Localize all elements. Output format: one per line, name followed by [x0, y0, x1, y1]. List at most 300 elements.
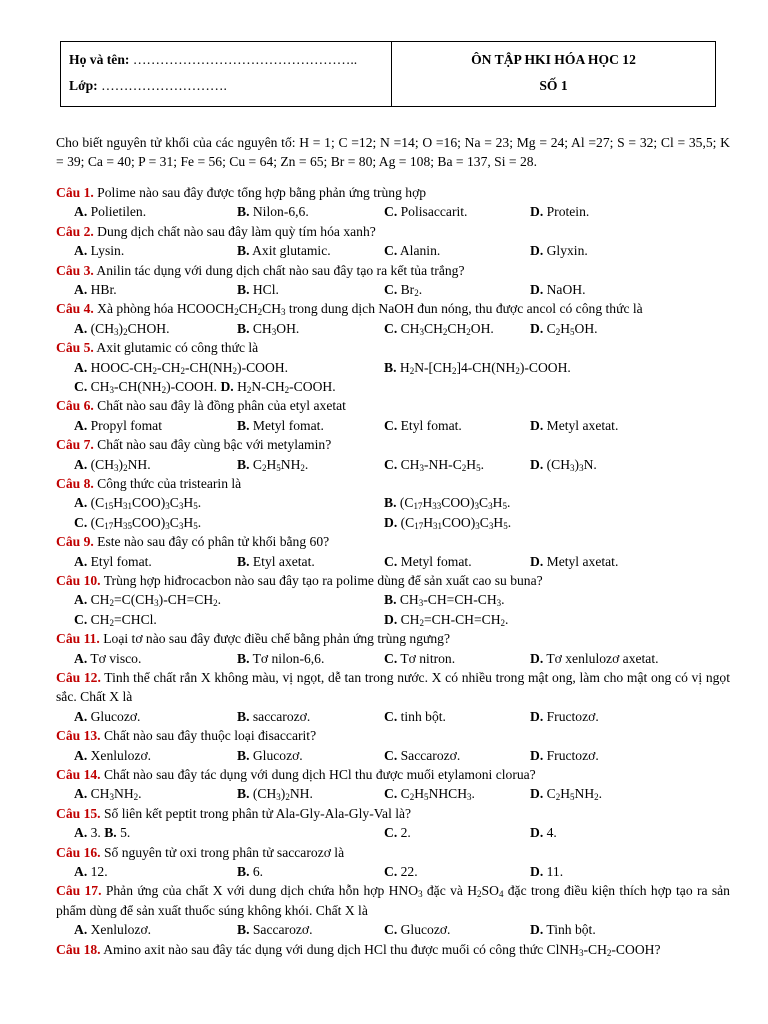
- question-text: [56, 338, 730, 357]
- option-text: tinh bột.: [397, 708, 446, 724]
- options-row: [56, 202, 730, 221]
- option-c: [384, 455, 484, 474]
- option-letter: A.: [74, 825, 88, 841]
- option-c: [384, 862, 418, 881]
- option-a: [74, 358, 288, 377]
- question-text: [56, 474, 730, 493]
- option-text: $C_2H_5NHCH_3$.: [397, 786, 475, 803]
- option-a: [74, 862, 108, 881]
- option-a: [74, 920, 151, 939]
- option-letter: C.: [384, 922, 398, 938]
- class-row: [69, 76, 383, 102]
- question-text: [56, 183, 730, 202]
- option-letter: D.: [530, 922, 544, 938]
- question-stem: Polime nào sau đây được tổng hợp bằng phản ứng trùng hợp: [93, 185, 427, 200]
- question-stem: Loại tơ nào sau đây được điều chế bằng phản ứng trùng ngưng?: [99, 631, 451, 647]
- question-text: [56, 765, 730, 784]
- option-a: [74, 590, 221, 609]
- option-text: $(C_{17}H_{33}COO)_3C_3H_5$.: [396, 495, 511, 512]
- option-text: Saccarozơ.: [249, 922, 313, 938]
- option-text: HCl.: [249, 282, 279, 297]
- option-text: HOOC-$CH_2-CH_2-CH(NH_2)$-COOH.: [87, 359, 289, 376]
- option-letter: A.: [74, 747, 88, 763]
- option-text: Saccarozơ.: [397, 747, 461, 763]
- question-label: Câu 6.: [56, 398, 94, 414]
- option-text: Etyl axetat.: [249, 553, 315, 569]
- option-c: [384, 784, 475, 803]
- option-a: [74, 784, 142, 803]
- option-c: [384, 823, 411, 842]
- option-letter: A.: [74, 320, 88, 336]
- option-letter: A.: [74, 592, 88, 608]
- option-d: [530, 707, 599, 726]
- option-text: Metyl axetat.: [543, 553, 619, 569]
- option-d: [530, 862, 563, 881]
- options-row: [56, 377, 730, 396]
- question-7: [56, 435, 730, 474]
- option-a: [74, 202, 146, 221]
- question-label: Câu 15.: [56, 805, 101, 821]
- option-letter: C.: [384, 243, 398, 259]
- question-text: [56, 726, 730, 745]
- question-15: [56, 804, 730, 843]
- option-text: Metyl fomat.: [249, 417, 324, 433]
- option-letter: D.: [530, 650, 544, 666]
- option-text: $C_2H_5NH_2$.: [249, 456, 309, 473]
- option-text: Polisaccarit.: [397, 204, 468, 220]
- option-a: [74, 455, 151, 474]
- option-d: [530, 784, 602, 803]
- option-b: [237, 920, 313, 939]
- option-text: Tơ nitron.: [397, 650, 456, 666]
- option-d: [530, 455, 597, 474]
- options-row: [56, 920, 730, 939]
- option-text: Propyl fomat: [87, 417, 162, 433]
- option-text: $H_2N-[CH_2]4-CH(NH_2)$-COOH.: [396, 359, 571, 376]
- option-c: [384, 280, 422, 299]
- option-letter: A.: [74, 553, 88, 569]
- option-letter: D.: [530, 825, 544, 841]
- question-label: Câu 8.: [56, 475, 94, 491]
- option-a-b: [74, 823, 130, 842]
- option-letter: A.: [74, 708, 88, 724]
- option-b: [237, 746, 303, 765]
- question-2: [56, 222, 730, 261]
- option-a: [74, 746, 151, 765]
- question-10: [56, 571, 730, 629]
- option-text: Protein.: [543, 204, 590, 220]
- option-letter: B.: [100, 825, 117, 841]
- option-b: [237, 649, 324, 668]
- option-d: [530, 319, 598, 338]
- option-letter: B.: [237, 786, 250, 802]
- question-17: [56, 881, 730, 939]
- option-text: Lysin.: [87, 243, 125, 259]
- option-text: Glucozơ.: [397, 922, 451, 938]
- question-stem: Tinh thể chất rắn X không màu, vị ngọt, dễ tan trong nước. X có nhiều trong mật ong, làm cho mật ong có vị ngọt sắc. Chất X là: [56, 669, 730, 705]
- option-text: Glucozơ.: [249, 747, 303, 763]
- options-row: [56, 455, 730, 474]
- option-letter: D.: [530, 786, 544, 802]
- question-14: [56, 765, 730, 804]
- option-letter: D.: [530, 417, 544, 433]
- option-a: [74, 552, 152, 571]
- class-dots: ……………………….: [101, 78, 227, 93]
- option-letter: B.: [237, 243, 250, 259]
- question-label: Câu 9.: [56, 534, 94, 550]
- option-d: [530, 823, 557, 842]
- option-b: [237, 455, 308, 474]
- options-row: [56, 241, 730, 260]
- option-text: Nilon-6,6.: [249, 204, 309, 220]
- option-text: 6.: [249, 863, 264, 879]
- class-label: Lớp:: [69, 78, 98, 93]
- option-text: $CH_3-NH-C_2H_5$.: [397, 456, 485, 473]
- option-letter: C.: [74, 378, 88, 394]
- question-text: [56, 629, 730, 648]
- option-b: [237, 784, 313, 803]
- option-text: Xenlulozơ.: [87, 922, 152, 938]
- option-b: [237, 552, 315, 571]
- question-label: Câu 12.: [56, 669, 101, 685]
- question-stem: Công thức của tristearin là: [93, 475, 242, 491]
- option-letter: D.: [530, 863, 544, 879]
- option-b: [384, 590, 505, 609]
- option-letter: D.: [530, 456, 544, 472]
- student-info: [61, 42, 392, 106]
- option-letter: D.: [530, 282, 544, 297]
- question-stem: Amino axit nào sau đây tác dụng với dung dịch HCl thu được muối có công thức $ClNH_3-CH_2$-COOH?: [100, 941, 661, 958]
- option-text: $CH_3OH$.: [249, 320, 300, 337]
- option-letter: A.: [74, 417, 88, 433]
- options-row: [56, 610, 730, 629]
- option-letter: C.: [384, 320, 398, 336]
- options-row: [56, 358, 730, 377]
- option-text: $(C_{17}H_{31}COO)_3C_3H_5$.: [397, 514, 512, 531]
- question-label: Câu 16.: [56, 844, 101, 860]
- option-d: [384, 513, 511, 532]
- question-text: [56, 299, 730, 318]
- option-text: $CH_3-CH(NH_2)$-COOH.: [87, 378, 218, 395]
- option-b: [237, 707, 310, 726]
- atomic-mass-intro: Cho biết nguyên tử khối của các nguyên tố: H = 1; C =12; N =14; O =16; Na = 23; Mg = 24; Al =27; S = 32; Cl = 35,5; K = 39; Ca = 40; P = 31; Fe = 56; Cu = 64; Zn = 65; Br = 80; Ag = 108; Ba = 137, Si = 28.: [56, 135, 730, 170]
- option-letter: D.: [384, 611, 398, 627]
- option-letter: C.: [384, 204, 398, 220]
- option-a: [74, 416, 162, 435]
- question-label: Câu 3.: [56, 262, 94, 278]
- option-text: Tinh bột.: [543, 922, 596, 938]
- option-text: $CH_2=C(CH_3)-CH=CH_2$.: [87, 592, 222, 609]
- options-row: [56, 707, 730, 726]
- option-letter: C.: [384, 825, 398, 841]
- option-letter: A.: [74, 863, 88, 879]
- option-c-d: [74, 377, 336, 396]
- question-stem: Chất nào sau đây cùng bậc với metylamin?: [93, 437, 332, 453]
- exam-number: SỐ 1: [539, 78, 568, 93]
- option-letter: B.: [237, 708, 250, 724]
- question-text: [56, 668, 730, 707]
- question-text: [56, 435, 730, 454]
- option-letter: B.: [237, 417, 250, 433]
- option-text: saccarozơ.: [249, 708, 311, 724]
- option-letter: C.: [384, 747, 398, 763]
- options-row: [56, 416, 730, 435]
- question-label: Câu 11.: [56, 631, 100, 647]
- option-letter: C.: [384, 650, 398, 666]
- option-text: Metyl axetat.: [543, 417, 619, 433]
- option-text: Fructozơ.: [543, 747, 599, 763]
- option-text: Etyl fomat.: [87, 553, 152, 569]
- option-text: $(CH_3)_2NH$.: [249, 786, 313, 803]
- question-text: [56, 571, 730, 590]
- option-a: [74, 493, 201, 512]
- question-stem: Dung dịch chất nào sau đây làm quỳ tím hóa xanh?: [93, 223, 376, 239]
- question-text: [56, 940, 730, 959]
- question-text: [56, 532, 730, 551]
- option-letter: D.: [530, 553, 544, 569]
- name-label: Họ và tên:: [69, 52, 130, 67]
- question-label: Câu 14.: [56, 766, 101, 782]
- option-letter: A.: [74, 786, 88, 802]
- option-text: 4.: [543, 825, 557, 841]
- option-letter: A.: [74, 204, 88, 220]
- option-c: [384, 746, 460, 765]
- option-letter: C.: [74, 611, 88, 627]
- option-letter: A.: [74, 922, 88, 938]
- option-letter: D.: [530, 320, 544, 336]
- options-row: [56, 746, 730, 765]
- option-text: Tơ visco.: [87, 650, 142, 666]
- option-d: [530, 241, 588, 260]
- question-label: Câu 7.: [56, 437, 94, 453]
- option-letter: B.: [237, 922, 250, 938]
- option-letter: B.: [237, 456, 250, 472]
- option-letter: C.: [384, 708, 398, 724]
- option-text: 5.: [116, 825, 131, 841]
- question-stem: Số liên kết peptit trong phân tử Ala-Gly-Ala-Gly-Val là?: [100, 805, 412, 821]
- option-text: $Br_2$.: [397, 282, 423, 298]
- options-row: [56, 823, 730, 842]
- option-a: [74, 707, 140, 726]
- option-b: [237, 862, 263, 881]
- option-letter: B.: [384, 359, 397, 375]
- option-text: 3.: [87, 825, 101, 841]
- option-text: $(CH_3)_3N$.: [543, 456, 597, 473]
- option-text: $(CH_3)_2CHOH$.: [87, 320, 170, 337]
- option-text: 2.: [397, 825, 411, 841]
- question-9: [56, 532, 730, 571]
- option-b: [384, 358, 571, 377]
- question-4: [56, 299, 730, 338]
- exam-title-block: [392, 42, 715, 106]
- option-text: 11.: [543, 863, 564, 879]
- option-letter: B.: [384, 592, 397, 608]
- option-letter: B.: [237, 863, 250, 879]
- option-text: Glyxin.: [543, 243, 588, 259]
- question-stem: Số nguyên tử oxi trong phân tử saccarozơ là: [100, 844, 345, 860]
- option-letter: C.: [384, 863, 398, 879]
- option-letter: C.: [384, 786, 398, 802]
- options-row: [56, 319, 730, 338]
- option-text: $CH_3NH_2$.: [87, 786, 142, 803]
- option-letter: D.: [530, 747, 544, 763]
- question-text: [56, 261, 730, 280]
- option-d: [530, 202, 589, 221]
- option-letter: A.: [74, 456, 88, 472]
- option-letter: D.: [217, 378, 234, 394]
- option-letter: B.: [237, 553, 250, 569]
- option-text: Metyl fomat.: [397, 553, 472, 569]
- option-text: Alanin.: [397, 243, 441, 259]
- option-letter: B.: [384, 495, 397, 511]
- option-a: [74, 241, 124, 260]
- question-stem: Anilin tác dụng với dung dịch chất nào sau đây tạo ra kết tủa trắng?: [93, 262, 465, 278]
- question-text: [56, 804, 730, 823]
- question-label: Câu 13.: [56, 728, 101, 744]
- option-text: Etyl fomat.: [397, 417, 462, 433]
- question-stem: Xà phòng hóa $HCOOCH_2CH_2CH_3$ trong dung dịch NaOH đun nóng, thu được ancol có công thức là: [93, 301, 643, 318]
- option-d: [384, 610, 508, 629]
- option-letter: B.: [237, 650, 250, 666]
- option-letter: C.: [384, 553, 398, 569]
- option-c: [74, 610, 157, 629]
- question-stem: Este nào sau đây có phân tử khối bằng 60?: [93, 534, 330, 550]
- option-d: [530, 552, 618, 571]
- option-letter: B.: [237, 320, 250, 336]
- option-text: $(C_{17}H_{35}COO)_3C_3H_5$.: [87, 514, 202, 531]
- question-label: Câu 10.: [56, 572, 101, 588]
- question-label: Câu 2.: [56, 223, 94, 239]
- options-row: [56, 862, 730, 881]
- option-letter: A.: [74, 495, 88, 511]
- option-text: $(C_{15}H_{31}COO)_3C_3H_5$.: [87, 495, 202, 512]
- option-text: $(CH_3)_2NH$.: [87, 456, 151, 473]
- question-label: Câu 5.: [56, 340, 94, 356]
- question-5: [56, 338, 730, 396]
- option-letter: C.: [384, 417, 398, 433]
- option-d: [530, 746, 599, 765]
- option-text: Fructozơ.: [543, 708, 599, 724]
- option-text: HBr.: [87, 282, 117, 297]
- question-stem: Chất nào sau đây tác dụng với dung dịch HCl thu được muối etylamoni clorua?: [100, 766, 536, 782]
- option-c: [384, 416, 462, 435]
- option-d: [530, 280, 586, 299]
- option-letter: D.: [530, 243, 544, 259]
- question-13: [56, 726, 730, 765]
- options-row: [56, 590, 730, 609]
- option-a: [74, 280, 117, 299]
- option-letter: A.: [74, 243, 88, 259]
- option-letter: A.: [74, 359, 88, 375]
- question-text: [56, 396, 730, 415]
- option-b: [237, 416, 324, 435]
- question-stem: Chất nào sau đây là đồng phân của etyl axetat: [93, 398, 346, 414]
- option-c: [384, 707, 446, 726]
- option-text: Glucozơ.: [87, 708, 141, 724]
- option-c: [384, 920, 450, 939]
- option-b: [237, 280, 279, 299]
- question-stem: Axit glutamic có công thức là: [93, 340, 259, 356]
- option-c: [384, 649, 455, 668]
- name-dots: …………………………………………..: [132, 52, 358, 67]
- options-row: [56, 552, 730, 571]
- question-text: [56, 843, 730, 862]
- question-text: [56, 881, 730, 920]
- option-letter: A.: [74, 650, 88, 666]
- option-b: [384, 493, 510, 512]
- option-a: [74, 649, 141, 668]
- question-6: [56, 396, 730, 435]
- question-text: [56, 222, 730, 241]
- option-c: [384, 202, 467, 221]
- option-c: [384, 552, 472, 571]
- option-c: [384, 241, 440, 260]
- question-11: [56, 629, 730, 668]
- question-8: [56, 474, 730, 532]
- option-text: $CH_2=CHCl$.: [87, 611, 157, 628]
- option-letter: D.: [384, 514, 398, 530]
- question-stem: Phản ứng của chất X với dung dịch chứa hỗn hợp $HNO_3$ đặc và $H_2SO_4$ đặc trong điều kiện thích hợp tạo ra sản phẩm dùng để sản xuất thuốc súng không khói. Chất X là: [56, 883, 730, 918]
- option-letter: A.: [74, 282, 88, 297]
- question-3: [56, 261, 730, 300]
- option-text: Axit glutamic.: [249, 243, 331, 259]
- exam-title: ÔN TẬP HKI HÓA HỌC 12: [471, 52, 636, 67]
- question-label: Câu 4.: [56, 301, 94, 317]
- option-a: [74, 319, 169, 338]
- options-row: [56, 784, 730, 803]
- options-row: [56, 493, 730, 512]
- option-text: Tơ xenlulozơ axetat.: [543, 650, 659, 666]
- option-text: $CH_3-CH=CH-CH_3$.: [396, 592, 505, 609]
- option-letter: B.: [237, 282, 250, 297]
- option-b: [237, 241, 331, 260]
- option-c: [74, 513, 201, 532]
- option-text: 22.: [397, 863, 418, 879]
- option-letter: D.: [530, 204, 544, 220]
- option-letter: C.: [384, 282, 398, 297]
- option-letter: D.: [530, 708, 544, 724]
- option-c: [384, 319, 494, 338]
- question-stem: Trùng hợp hiđrocacbon nào sau đây tạo ra polime dùng để sản xuất cao su buna?: [100, 572, 543, 588]
- option-text: $H_2N-CH_2$-COOH.: [233, 378, 336, 395]
- option-d: [530, 649, 659, 668]
- option-b: [237, 202, 309, 221]
- option-text: Xenlulozơ.: [87, 747, 152, 763]
- question-1: [56, 183, 730, 222]
- option-text: $C_2H_5OH$.: [543, 320, 598, 337]
- question-list: [56, 183, 730, 959]
- options-row: [56, 280, 730, 299]
- header-box: [60, 41, 716, 107]
- options-row: [56, 513, 730, 532]
- option-text: Polietilen.: [87, 204, 147, 220]
- question-label: Câu 1.: [56, 185, 94, 200]
- option-letter: B.: [237, 747, 250, 763]
- option-letter: C.: [74, 514, 88, 530]
- question-16: [56, 843, 730, 882]
- option-text: $C_2H_5NH_2$.: [543, 786, 603, 803]
- option-text: $CH_2=CH-CH=CH_2$.: [397, 611, 509, 628]
- option-d: [530, 920, 596, 939]
- question-label: Câu 18.: [56, 941, 101, 957]
- question-label: Câu 17.: [56, 883, 102, 899]
- option-text: $CH_3CH_2CH_2OH$.: [397, 320, 494, 337]
- option-letter: B.: [237, 204, 250, 220]
- option-b: [237, 319, 299, 338]
- question-stem: Chất nào sau đây thuộc loại đisaccarit?: [100, 728, 317, 744]
- options-row: [56, 649, 730, 668]
- option-d: [530, 416, 618, 435]
